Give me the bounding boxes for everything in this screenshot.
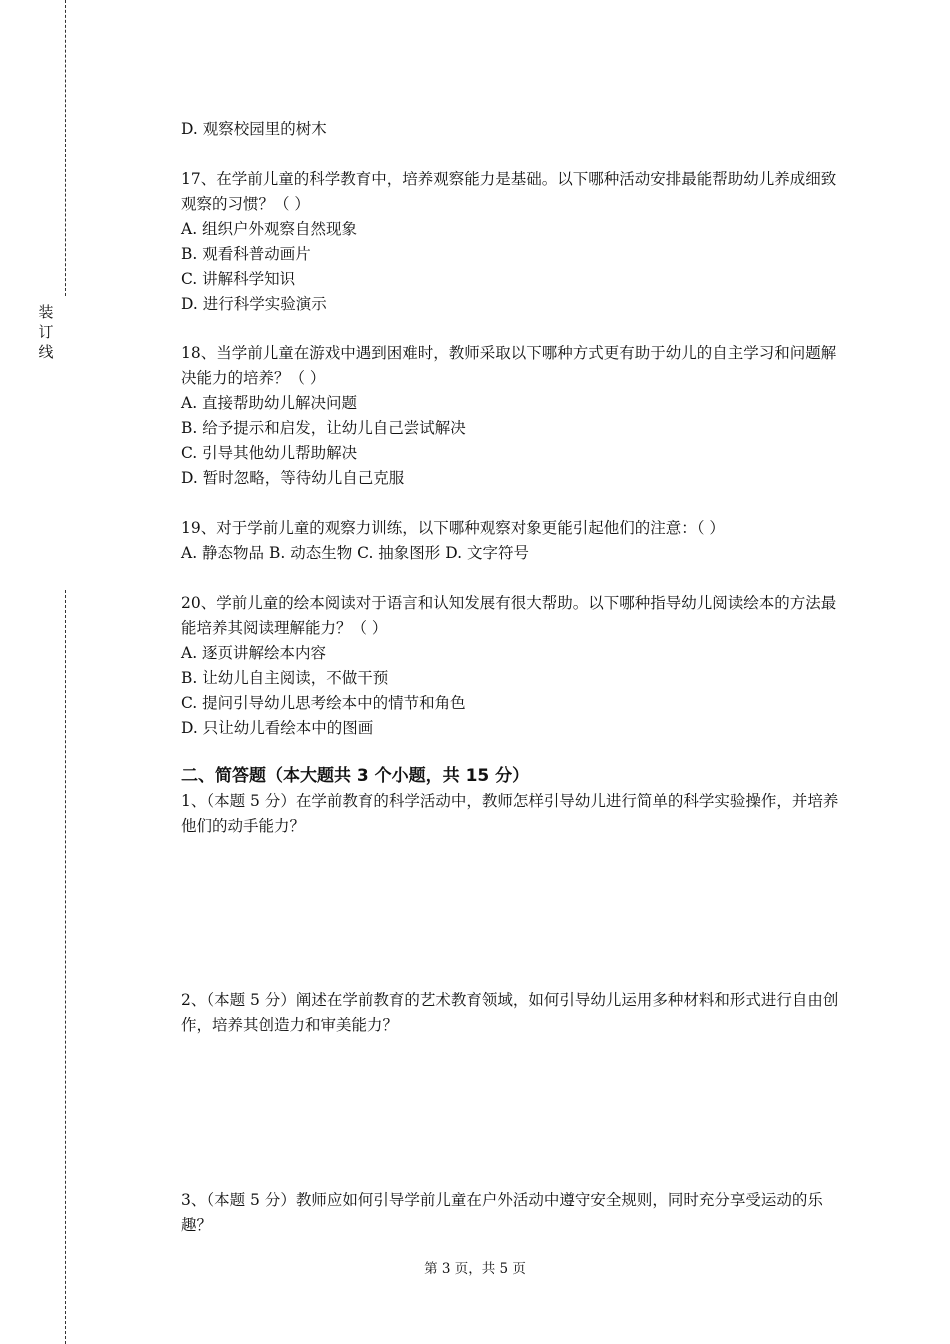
short-answer-3: 3、（本题 5 分）教师应如何引导学前儿童在户外活动中遵守安全规则，同时充分享受运动的乐趣？	[181, 1191, 823, 1234]
short-answer-1: 1、（本题 5 分）在学前教育的科学活动中，教师怎样引导幼儿进行简单的科学实验操作，并培养他们的动手能力？	[181, 792, 839, 835]
option: C. 引导其他幼儿帮助解决	[181, 444, 358, 462]
option: B. 观看科普动画片	[181, 245, 311, 263]
question-17	[181, 167, 843, 317]
option: A. 静态物品 B. 动态生物 C. 抽象图形 D. 文字符号	[181, 544, 529, 562]
short-answer-2: 2、（本题 5 分）阐述在学前教育的艺术教育领域，如何引导幼儿运用多种材料和形式进行自由创作，培养其创造力和审美能力？	[181, 991, 839, 1034]
option: D. 只让幼儿看绘本中的图画	[181, 719, 374, 737]
question-18	[181, 341, 843, 491]
question-19	[181, 516, 843, 566]
binding-label: 装订线	[38, 303, 54, 361]
option: A. 逐页讲解绘本内容	[181, 644, 327, 662]
option: C. 讲解科学知识	[181, 270, 296, 288]
option: D. 进行科学实验演示	[181, 295, 327, 313]
option: B. 给予提示和启发，让幼儿自己尝试解决	[181, 419, 466, 437]
question-stem: 18、当学前儿童在游戏中遇到困难时，教师采取以下哪种方式更有助于幼儿的自主学习和问题解决能力的培养？（ ）	[181, 344, 837, 387]
option: A. 直接帮助幼儿解决问题	[181, 394, 358, 412]
question-stem: 19、对于学前儿童的观察力训练，以下哪种观察对象更能引起他们的注意：（ ）	[181, 519, 725, 537]
option: D. 暂时忽略，等待幼儿自己克服	[181, 469, 405, 487]
page-footer: 第 3 页，共 5 页	[424, 1261, 526, 1277]
option: B. 让幼儿自主阅读，不做干预	[181, 669, 389, 687]
prev-option: D. 观察校园里的树木	[181, 120, 327, 138]
question-20	[181, 591, 843, 741]
question-stem: 20、学前儿童的绘本阅读对于语言和认知发展有很大帮助。以下哪种指导幼儿阅读绘本的方法最能培养其阅读理解能力？（ ）	[181, 594, 837, 637]
question-stem: 17、在学前儿童的科学教育中，培养观察能力是基础。以下哪种活动安排最能帮助幼儿养成细致观察的习惯？（ ）	[181, 170, 837, 213]
option: A. 组织户外观察自然现象	[181, 220, 358, 238]
binding-line-top	[65, 0, 66, 296]
binding-line-bottom	[65, 590, 66, 1344]
option: C. 提问引导幼儿思考绘本中的情节和角色	[181, 694, 466, 712]
section-heading: 二、简答题（本大题共 3 个小题，共 15 分）	[181, 766, 530, 786]
